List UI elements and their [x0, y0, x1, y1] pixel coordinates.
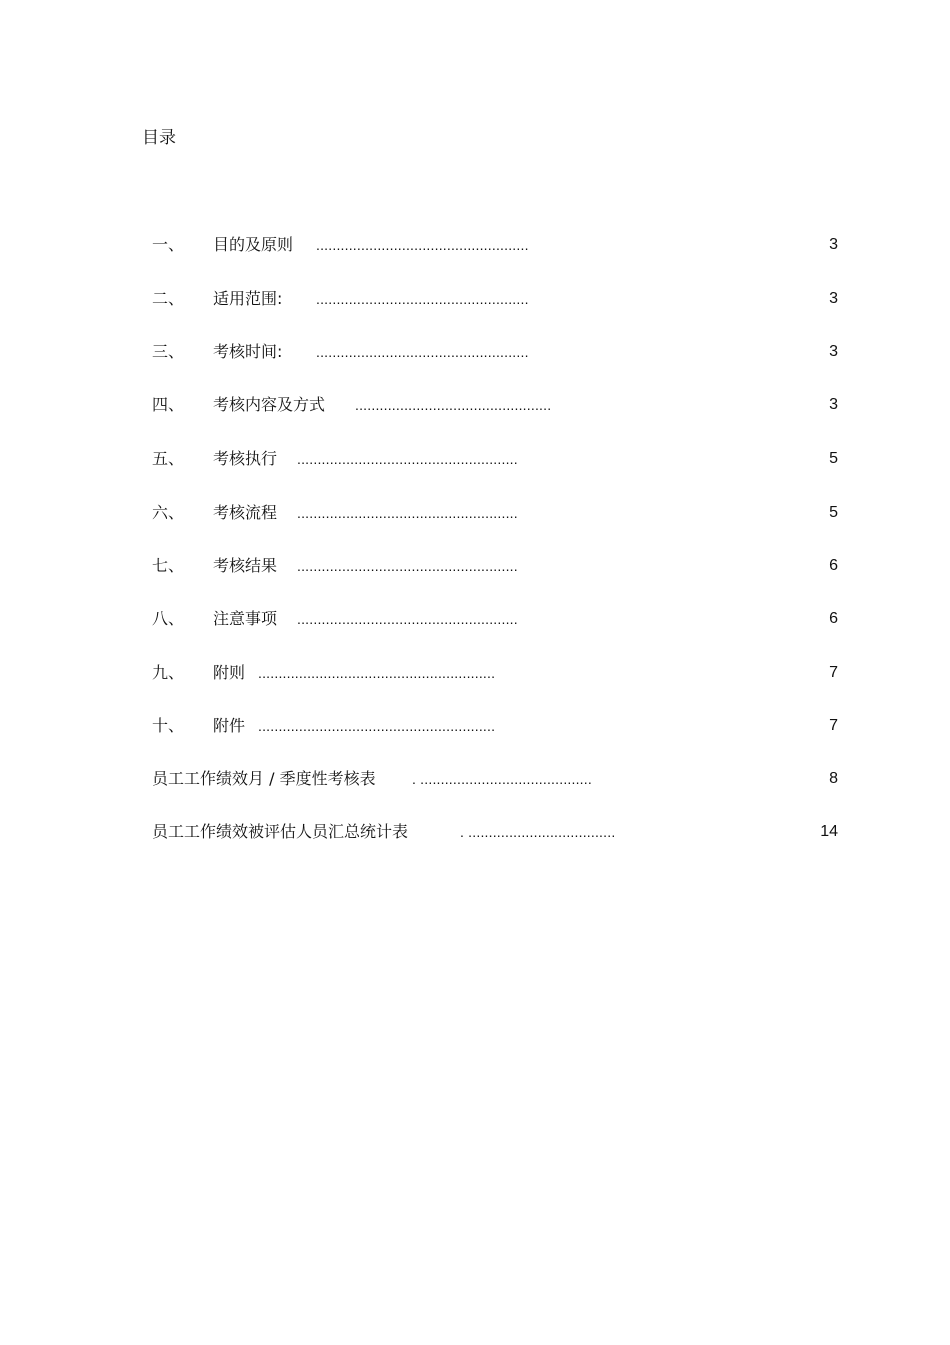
toc-entry-page: 7 [829, 717, 838, 734]
toc-entry-leader: .......................................................... [258, 718, 496, 734]
toc-entry-number: 一、 [152, 235, 185, 254]
toc-entry-leader: ...................................................... [297, 505, 518, 521]
toc-entry-page: 6 [829, 557, 838, 574]
toc-entry-page: 6 [829, 610, 838, 627]
toc-entry[interactable] [152, 288, 838, 310]
toc-entry-leader: ...................................................... [297, 611, 518, 627]
toc-title: 目录 [142, 128, 176, 148]
toc-entry[interactable] [152, 448, 838, 470]
toc-entry[interactable] [152, 662, 838, 684]
toc-entry-page: 5 [829, 504, 838, 521]
toc-entry-label: 注意事项 [213, 609, 278, 628]
toc-entry-leader: . .......................................... [412, 771, 592, 787]
toc-entry-page: 3 [829, 343, 838, 360]
toc-entry-leader: . .................................... [460, 824, 616, 840]
toc-entry-page: 3 [829, 290, 838, 307]
toc-entry-label: 考核内容及方式 [213, 395, 326, 414]
toc-entry-page: 3 [829, 396, 838, 413]
toc-entry-number: 八、 [152, 609, 185, 628]
toc-entry-label: 考核结果 [213, 556, 278, 575]
toc-entry-leader: .......................................................... [258, 665, 496, 681]
toc-entry-number: 四、 [152, 395, 185, 414]
toc-entry-label: 适用范围: [213, 289, 283, 308]
toc-entry-label: 员工工作绩效月 / 季度性考核表 [152, 769, 376, 788]
toc-entry-leader: .................................................... [316, 291, 529, 307]
toc-entry-number: 十、 [152, 716, 185, 735]
toc-entry-number: 五、 [152, 449, 185, 468]
toc-entry-leader: ...................................................... [297, 558, 518, 574]
toc-entry-leader: .................................................... [316, 344, 529, 360]
toc-entry[interactable] [152, 608, 838, 630]
toc-entry[interactable] [152, 502, 838, 524]
toc-entry[interactable] [152, 768, 838, 790]
toc-entry-number: 七、 [152, 556, 185, 575]
toc-entry-number: 三、 [152, 342, 185, 361]
toc-entry[interactable] [152, 341, 838, 363]
toc-entry-page: 14 [820, 823, 838, 840]
toc-entry-page: 3 [829, 236, 838, 253]
toc-entry-page: 8 [829, 770, 838, 787]
toc-entry-label: 考核时间: [213, 342, 283, 361]
toc-entry[interactable] [152, 715, 838, 737]
toc-entry-page: 5 [829, 450, 838, 467]
toc-entry-label: 目的及原则 [213, 235, 294, 254]
toc-entry-label: 员工工作绩效被评估人员汇总统计表 [152, 822, 409, 841]
toc-entry-number: 六、 [152, 503, 185, 522]
toc-entry-page: 7 [829, 664, 838, 681]
toc-entry[interactable] [152, 821, 838, 843]
toc-entry[interactable] [152, 234, 838, 256]
toc-entry-label: 考核执行 [213, 449, 278, 468]
toc-entry-label: 附则 [213, 663, 246, 682]
toc-entry-leader: .................................................... [316, 237, 529, 253]
toc-entry[interactable] [152, 394, 838, 416]
toc-entry-leader: ...................................................... [297, 451, 518, 467]
toc-entry-label: 考核流程 [213, 503, 278, 522]
toc-entry-label: 附件 [213, 716, 246, 735]
toc-entry-number: 九、 [152, 663, 185, 682]
toc-entry[interactable] [152, 555, 838, 577]
toc-entry-number: 二、 [152, 289, 185, 308]
toc-entry-leader: ................................................ [355, 397, 552, 413]
